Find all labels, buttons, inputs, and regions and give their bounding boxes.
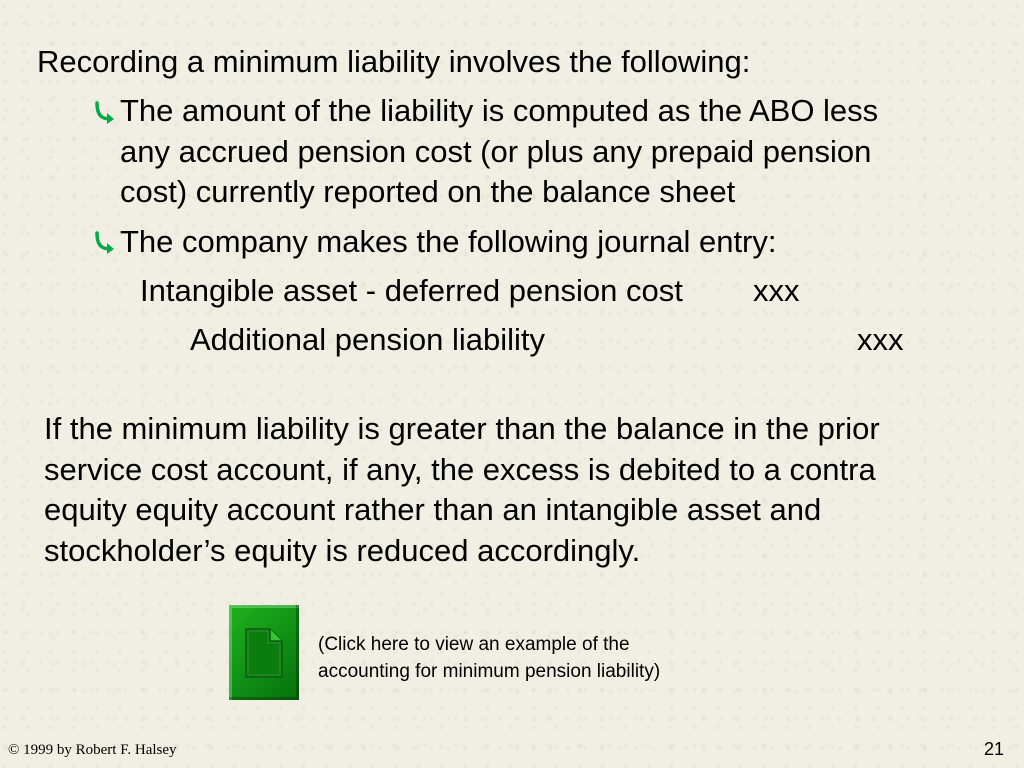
bullet-1-line-1: The amount of the liability is computed as the ABO less — [120, 93, 879, 128]
bullet-2-line-1: The company makes the following journal entry: — [120, 224, 777, 259]
journal-credit-account: Additional pension liability — [190, 322, 546, 357]
document-link-button[interactable] — [229, 605, 299, 700]
journal-debit-amount: xxx — [753, 273, 800, 308]
journal-debit-account: Intangible asset - deferred pension cost — [140, 273, 683, 308]
slide-heading: Recording a minimum liability involves the following: — [37, 44, 751, 79]
bullet-1-line-2: any accrued pension cost (or plus any prepaid pension — [120, 134, 872, 169]
document-icon — [244, 627, 284, 679]
link-text-line[interactable]: accounting for minimum pension liability) — [318, 661, 661, 682]
link-text-line[interactable]: (Click here to view an example of the — [318, 634, 630, 655]
journal-credit-amount: xxx — [857, 322, 904, 357]
bullet-1-line-3: cost) currently reported on the balance sheet — [120, 174, 736, 209]
explanation-paragraph — [44, 409, 984, 571]
paragraph-line: equity equity account rather than an intangible asset and — [44, 492, 822, 527]
paragraph-line: stockholder’s equity is reduced accordingly. — [44, 532, 641, 568]
copyright-notice: © 1999 by Robert F. Halsey — [8, 742, 177, 758]
paragraph-line: service cost account, if any, the excess is debited to a contra — [44, 451, 876, 487]
page-number: 21 — [983, 739, 1004, 759]
paragraph-line: If the minimum liability is greater than the balance in the prior — [44, 411, 880, 446]
document-link-text[interactable] — [318, 631, 660, 685]
curved-arrow-icon — [92, 229, 118, 255]
curved-arrow-icon — [92, 99, 118, 125]
